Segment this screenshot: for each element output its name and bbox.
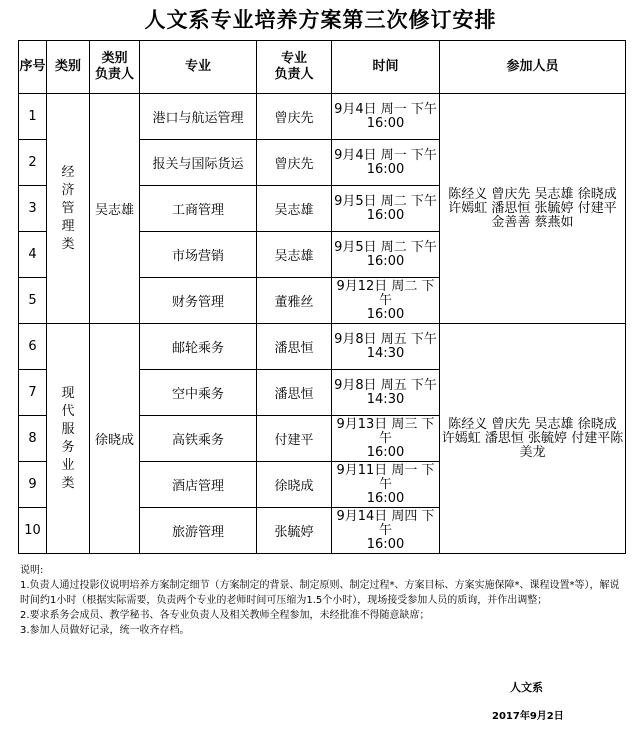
table-row — [19, 324, 626, 370]
row-seq: 5 — [19, 278, 47, 324]
category-cell: 现 代 服 务 业 类 — [47, 324, 90, 554]
major-cell: 工商管理 — [140, 186, 257, 232]
major-cell: 财务管理 — [140, 278, 257, 324]
row-seq: 2 — [19, 140, 47, 186]
major-lead-cell: 付建平 — [257, 416, 332, 462]
page-title: 人文系专业培养方案第三次修订安排 — [144, 8, 497, 32]
row-seq: 10 — [19, 508, 47, 554]
major-lead-cell: 曾庆先 — [257, 140, 332, 186]
row-seq: 8 — [19, 416, 47, 462]
category-cell: 经 济 管 理 类 — [47, 94, 90, 324]
row-seq: 6 — [19, 324, 47, 370]
participants-cell: 陈经义 曾庆先 吴志雄 徐晓成 许嫣虹 潘思恒 张毓婷 付建平 金善善 蔡燕如 — [440, 94, 626, 324]
major-lead-cell: 潘思恒 — [257, 370, 332, 416]
header-time: 时间 — [332, 41, 440, 94]
major-cell: 市场营销 — [140, 232, 257, 278]
note-item-2: 2.要求系务会成员、教学秘书、各专业负责人及相关教师全程参加，未经批准不得随意缺席； — [20, 610, 430, 621]
major-lead-cell: 张毓婷 — [257, 508, 332, 554]
header-participants: 参加人员 — [440, 41, 626, 94]
major-cell: 报关与国际货运 — [140, 140, 257, 186]
time-cell: 9月8日 周五 下午 14:30 — [332, 370, 440, 416]
header-major: 专业 — [140, 41, 257, 94]
major-cell: 酒店管理 — [140, 462, 257, 508]
time-cell: 9月13日 周三 下午 16:00 — [332, 416, 440, 462]
time-cell: 9月11日 周一 下午 16:00 — [332, 462, 440, 508]
schedule-table — [18, 40, 626, 554]
major-cell: 邮轮乘务 — [140, 324, 257, 370]
note-item-3: 3.参加人员做好记录，统一收齐存档。 — [20, 625, 190, 636]
table-header-row — [19, 41, 626, 94]
signature-org: 人文系 — [510, 681, 543, 694]
major-lead-cell: 吴志雄 — [257, 232, 332, 278]
table-row — [19, 94, 626, 140]
major-lead-cell: 潘思恒 — [257, 324, 332, 370]
header-seq: 序号 — [19, 41, 47, 94]
time-cell: 9月4日 周一 下午 16:00 — [332, 94, 440, 140]
major-lead-cell: 吴志雄 — [257, 186, 332, 232]
time-cell: 9月4日 周一 下午 16:00 — [332, 140, 440, 186]
header-major-lead: 专业 负责人 — [257, 41, 332, 94]
header-category-lead: 类别 负责人 — [90, 41, 140, 94]
time-cell: 9月12日 周二 下午 16:00 — [332, 278, 440, 324]
notes-heading: 说明: — [20, 565, 44, 576]
row-seq: 4 — [19, 232, 47, 278]
row-seq: 1 — [19, 94, 47, 140]
note-item-1: 1.负责人通过投影仪说明培养方案制定细节（方案制定的背景、制定原则、制定过程*、方案目标、方案实施保障*、课程设置*等），解说时间约1小时（根据实际需要，负责两个专业的老师时间可压缩为1.5个小时），现场接受参加人员的质询，并作出调整； — [20, 580, 620, 606]
major-lead-cell: 曾庆先 — [257, 94, 332, 140]
signature-date: 2017年9月2日 — [492, 711, 564, 722]
major-cell: 旅游管理 — [140, 508, 257, 554]
time-cell: 9月8日 周五 下午 14:30 — [332, 324, 440, 370]
header-category: 类别 — [47, 41, 90, 94]
time-cell: 9月5日 周二 下午 16:00 — [332, 186, 440, 232]
major-cell: 港口与航运管理 — [140, 94, 257, 140]
major-cell: 空中乘务 — [140, 370, 257, 416]
category-lead-cell: 徐晓成 — [90, 324, 140, 554]
notes-section — [20, 563, 625, 638]
category-lead-cell: 吴志雄 — [90, 94, 140, 324]
row-seq: 9 — [19, 462, 47, 508]
major-lead-cell: 徐晓成 — [257, 462, 332, 508]
row-seq: 7 — [19, 370, 47, 416]
participants-cell: 陈经义 曾庆先 吴志雄 徐晓成 许嫣虹 潘思恒 张毓婷 付建平陈 美龙 — [440, 324, 626, 554]
major-lead-cell: 董雅丝 — [257, 278, 332, 324]
time-cell: 9月5日 周二 下午 16:00 — [332, 232, 440, 278]
row-seq: 3 — [19, 186, 47, 232]
major-cell: 高铁乘务 — [140, 416, 257, 462]
time-cell: 9月14日 周四 下午 16:00 — [332, 508, 440, 554]
